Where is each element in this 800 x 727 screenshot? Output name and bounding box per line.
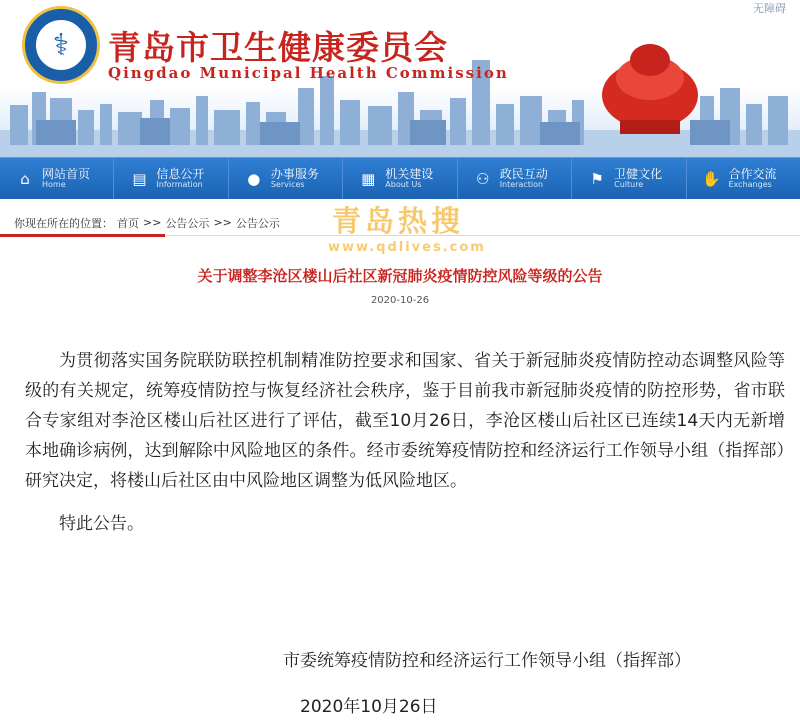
site-title: 青岛市卫生健康委员会: [108, 28, 448, 67]
nav-label: 信息公开: [156, 166, 205, 181]
breadcrumb-home-link[interactable]: 首页: [117, 216, 139, 230]
nav-label: 机关建设: [385, 166, 434, 181]
article-body: 为贯彻落实国务院联防联控机制精准防控要求和国家、省关于新冠肺炎疫情防控动态调整风险等级的有关规定，统筹疫情防控与恢复经济社会秩序，鉴于目前我市新冠肺炎疫情的防控形势，省市联合专家组对李沧区楼山后社区进行了评估，截至10月26日，李沧区楼山后社区已连续14天内无新增本地确诊病例，达到解除中风险地区的条件。经市委统筹疫情防控和经济运行工作领导小组（指挥部）研究决定，将楼山后社区由中风险地区调整为低风险地区。: [25, 351, 785, 491]
document-icon: ▤: [132, 169, 147, 188]
breadcrumb-prefix: 你现在所在的位置：: [14, 216, 113, 230]
nav-sublabel: About Us: [385, 180, 422, 190]
accessibility-link[interactable]: 无障碍: [753, 2, 786, 15]
breadcrumb-current-link[interactable]: 公告公示: [235, 216, 280, 230]
nav-sublabel: Services: [270, 180, 305, 190]
handshake-icon: ✋: [702, 169, 721, 188]
watermark-name: 青岛热搜: [332, 204, 465, 238]
people-icon: ⚇: [475, 169, 490, 188]
nav-label: 合作交流: [728, 166, 777, 181]
nav-item-exchanges[interactable]: [687, 158, 800, 199]
nav-label: 政民互动: [499, 166, 548, 181]
breadcrumb-separator: >>: [213, 216, 232, 229]
nav-sublabel: Interaction: [499, 180, 544, 190]
article-signature: 市委统筹疫情防控和经济运行工作领导小组（指挥部）: [283, 651, 691, 671]
article-closing: 特此公告。: [59, 514, 144, 534]
building-icon: ▦: [361, 169, 376, 188]
nav-sublabel: Exchanges: [728, 180, 772, 190]
user-icon: ●: [247, 169, 261, 188]
commission-logo: [22, 6, 100, 84]
nav-item-information[interactable]: [114, 158, 228, 199]
article-title: 关于调整李沧区楼山后社区新冠肺炎疫情防控风险等级的公告: [197, 267, 603, 285]
nav-sublabel: Culture: [614, 180, 644, 190]
watermark-url: www.qdlives.com: [328, 240, 486, 255]
site-subtitle: Qingdao Municipal Health Commission: [108, 64, 509, 82]
nav-item-home[interactable]: [0, 158, 114, 199]
nav-item-about-us[interactable]: [343, 158, 457, 199]
main-nav: [0, 157, 800, 199]
nav-item-interaction[interactable]: [458, 158, 572, 199]
breadcrumb-separator: >>: [143, 216, 162, 229]
flag-icon: ⚑: [590, 169, 604, 188]
breadcrumb-announcements-link[interactable]: 公告公示: [165, 216, 210, 230]
nav-label: 办事服务: [270, 166, 319, 181]
home-icon: ⌂: [20, 169, 30, 188]
caduceus-icon: ⚕: [34, 18, 88, 72]
header-banner: [0, 0, 800, 157]
nav-item-culture[interactable]: [572, 158, 686, 199]
nav-sublabel: Home: [42, 180, 66, 190]
breadcrumb-accent-bar: [0, 234, 165, 237]
nav-sublabel: Information: [156, 180, 203, 190]
article-signature-date: 2020年10月26日: [300, 697, 438, 717]
nav-label: 卫健文化: [614, 166, 663, 181]
nav-label: 网站首页: [42, 166, 91, 181]
may-wind-sculpture: [602, 44, 698, 134]
article-date: 2020-10-26: [370, 295, 430, 306]
nav-item-services[interactable]: [229, 158, 343, 199]
